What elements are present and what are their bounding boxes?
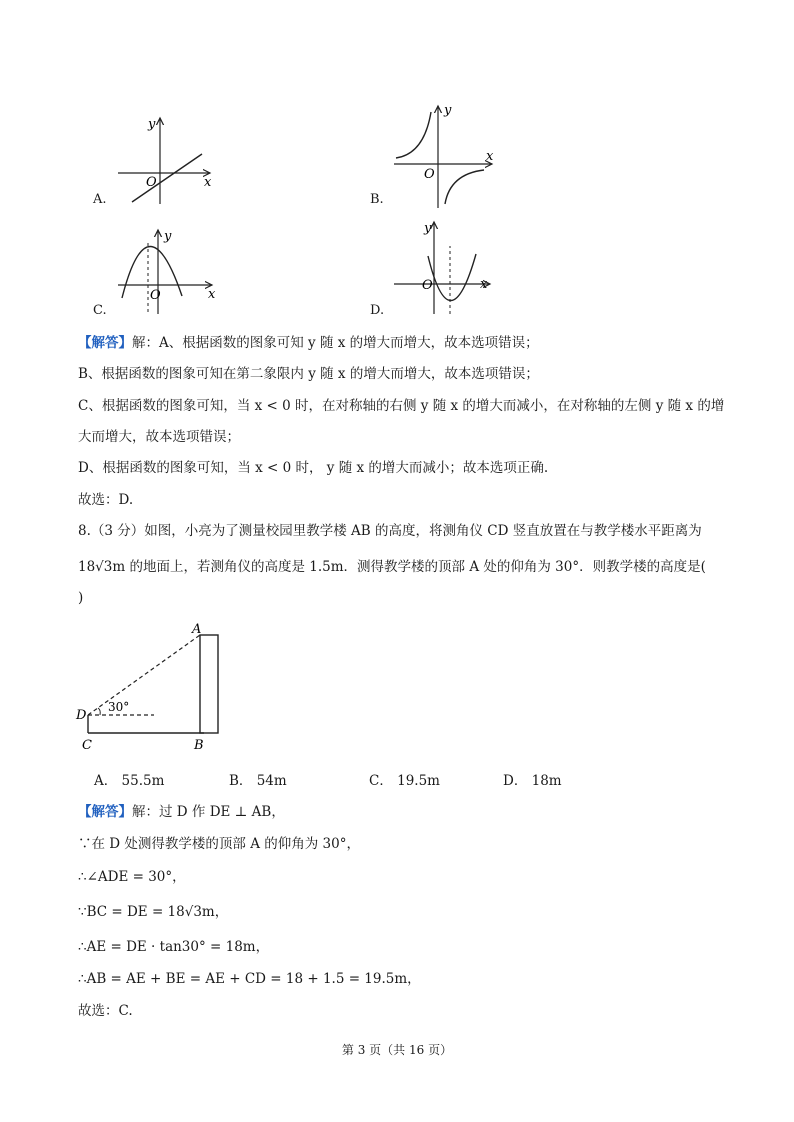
answer-text: 解：过 D 作 DE ⊥ AB， [132,804,285,820]
graph-a-label: A. [93,192,107,207]
q8-option-c: C． 19.5m [369,773,440,789]
answer-tag: 【解答】 [78,335,132,351]
graph-option-c [112,226,232,316]
graph-b-label: B. [370,192,384,207]
q8-answer-line6: ∴AB = AE + BE = AE + CD = 18 + 1.5 = 19.5m， [78,971,421,987]
origin-label: O [424,167,435,182]
origin-label: O [150,288,161,303]
q8-answer-line5: ∴AE = DE · tan30° = 18m， [78,939,270,955]
building-ab [200,635,218,733]
page-footer: 第 3 页（共 16 页） [341,1043,453,1057]
q7-answer-line2: B、根据函数的图象可知在第二象限内 y 随 x 的增大而增大，故本选项错误； [78,366,539,382]
q8-question-line2: 18√3m 的地面上，若测角仪的高度是 1.5m．测得教学楼的顶部 A 处的仰角为 30°．则教学楼的高度是( [78,559,706,575]
point-a-label: A [192,622,202,637]
sight-line-da [88,635,200,715]
angle-arc [98,708,100,715]
q8-question-line1: 8.（3 分）如图，小亮为了测量校园里教学楼 AB 的高度，将测角仪 CD 竖直放置在与教学楼水平距离为 [78,523,702,539]
q7-answer-line6: 故选：D. [78,492,134,508]
q8-answer-line1 [78,800,285,820]
x-axis-label: x [486,149,494,164]
q8-answer-line4: ∵BC = DE = 18√3m， [78,904,229,920]
x-axis-label: x [208,287,216,302]
q7-answer-line1 [78,331,539,351]
point-c-label: C [82,738,92,753]
parabola [428,254,476,301]
origin-label: O [422,278,433,293]
q8-option-b: B． 54m [229,773,287,789]
answer-text: 解：A、根据函数的图象可知 y 随 x 的增大而增大，故本选项错误； [132,335,539,351]
graph-option-d [388,216,508,316]
point-b-label: B [194,738,204,753]
graph-c-label: C. [93,303,107,318]
x-axis-label: x [480,277,488,292]
graph-option-a [110,112,230,207]
q8-answer-line7: 故选：C. [78,1003,133,1019]
point-d-label: D [76,708,87,723]
y-axis-label: y [148,117,156,132]
hyperbola-branch-left [396,112,431,158]
q8-figure [70,615,250,755]
q7-answer-line5: D、根据函数的图象可知，当 x < 0 时， y 随 x 的增大而减小；故本选项正确. [78,460,549,476]
hyperbola-branch-right [445,170,484,204]
q8-question-line3: ) [78,590,84,606]
origin-label: O [146,175,157,190]
q7-answer-line4: 大而增大，故本选项错误； [78,429,240,445]
q8-option-a: A． 55.5m [94,773,165,789]
function-line [132,154,202,202]
q8-answer-line3: ∴∠ADE = 30°， [78,869,186,885]
q8-answer-line2: ∵在 D 处测得教学楼的顶部 A 的仰角为 30°， [78,836,360,852]
q7-answer-line3: C、根据函数的图象可知，当 x < 0 时，在对称轴的右侧 y 随 x 的增大而减小，在对称轴的左侧 y 随 x 的增 [78,398,725,414]
y-axis-label: y [444,103,452,118]
q8-option-d: D． 18m [503,773,562,789]
y-axis-label: y [164,229,172,244]
graph-option-b [388,100,508,210]
graph-d-label: D. [370,303,385,318]
y-axis-label: y [424,221,432,236]
x-axis-label: x [204,175,212,190]
answer-tag: 【解答】 [78,804,132,820]
angle-label: 30° [108,700,130,714]
